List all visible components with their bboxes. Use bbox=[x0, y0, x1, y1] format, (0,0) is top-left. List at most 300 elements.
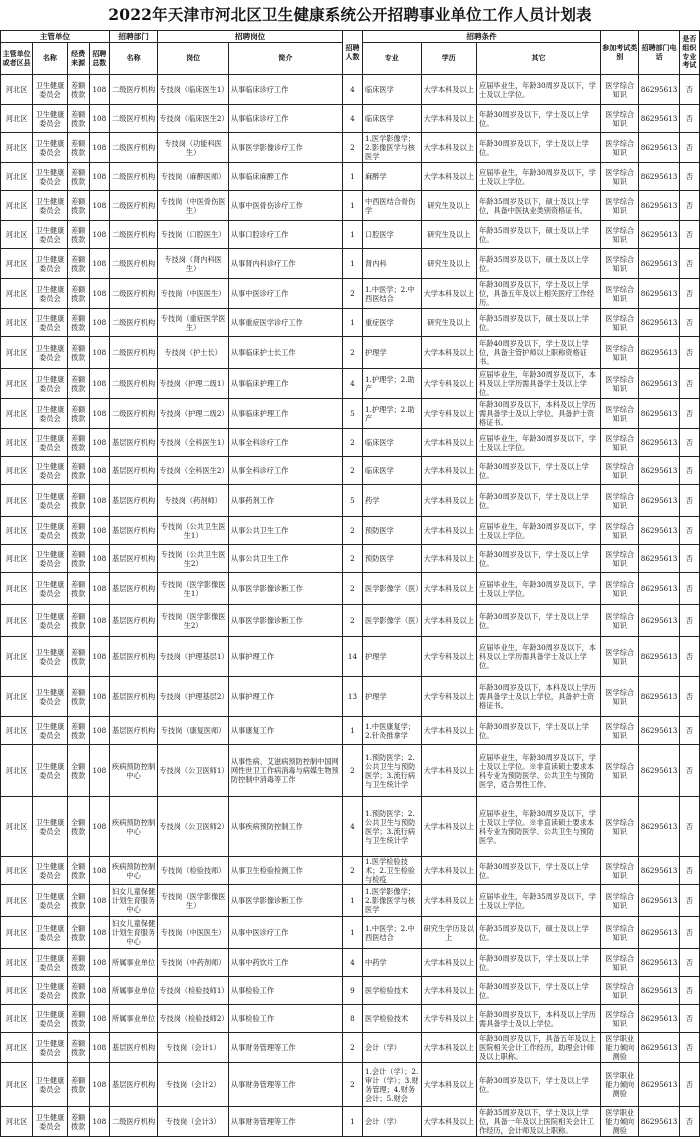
cell-other: 年龄30周岁及以下，学士及以上学位。 bbox=[477, 605, 601, 637]
cell-funding: 差额拨款 bbox=[67, 133, 89, 163]
cell-special: 否 bbox=[679, 605, 699, 637]
cell-total: 108 bbox=[89, 309, 109, 337]
cell-intro: 从事口腔诊疗工作 bbox=[228, 221, 342, 249]
cell-post: 专技岗（护理二级1） bbox=[158, 369, 229, 399]
cell-post: 专技岗（检验技师） bbox=[158, 857, 229, 885]
cell-other: 应届毕业生，年龄30周岁及以下，学士及以上学位。 bbox=[477, 163, 601, 191]
cell-major: 1.预防医学；2.公共卫生与预防医学；3.流行病与卫生统计学 bbox=[363, 745, 422, 797]
cell-count: 8 bbox=[342, 1005, 362, 1033]
cell-count: 4 bbox=[342, 105, 362, 133]
cell-other: 年龄35周岁及以下，学士及以上学位，具备一年及以上医院相关会计工作经历，会计师及以上职称。 bbox=[477, 1107, 601, 1137]
cell-funding: 差额拨款 bbox=[67, 1063, 89, 1107]
cell-intro: 从事康复工作 bbox=[228, 717, 342, 745]
cell-intro: 从事临床护士长工作 bbox=[228, 337, 342, 369]
cell-phone: 86295613 bbox=[639, 885, 679, 917]
table-row bbox=[1, 949, 700, 977]
cell-dept: 二级医疗机构 bbox=[109, 249, 157, 279]
header-dept-name: 名称 bbox=[109, 43, 157, 75]
cell-district: 河北区 bbox=[1, 1033, 33, 1063]
cell-district: 河北区 bbox=[1, 573, 33, 605]
table-row bbox=[1, 221, 700, 249]
cell-phone: 86295613 bbox=[639, 605, 679, 637]
cell-intro: 从事中医骨伤诊疗工作 bbox=[228, 191, 342, 221]
cell-post: 专技岗（口腔医生） bbox=[158, 221, 229, 249]
cell-edu: 大学本科及以上 bbox=[421, 457, 476, 485]
cell-count: 2 bbox=[342, 745, 362, 797]
header-special: 是否组织专业考试 bbox=[679, 31, 699, 75]
cell-exam: 医学综合知识 bbox=[601, 885, 639, 917]
cell-other: 年龄30周岁及以下，学士及以上学位。 bbox=[477, 133, 601, 163]
cell-dept: 二级医疗机构 bbox=[109, 279, 157, 309]
cell-exam: 医学综合知识 bbox=[601, 457, 639, 485]
cell-district: 河北区 bbox=[1, 399, 33, 429]
cell-exam: 医学综合知识 bbox=[601, 337, 639, 369]
cell-exam: 医学综合知识 bbox=[601, 517, 639, 545]
cell-count: 2 bbox=[342, 573, 362, 605]
cell-funding: 差额拨款 bbox=[67, 249, 89, 279]
cell-funding: 全额拨款 bbox=[67, 797, 89, 857]
cell-dept: 疾病预防控制中心 bbox=[109, 797, 157, 857]
cell-dept: 基层医疗机构 bbox=[109, 637, 157, 677]
cell-count: 14 bbox=[342, 637, 362, 677]
cell-exam: 医学综合知识 bbox=[601, 429, 639, 457]
cell-phone: 86295613 bbox=[639, 399, 679, 429]
cell-special: 否 bbox=[679, 75, 699, 105]
table-row bbox=[1, 1107, 700, 1137]
cell-post: 专技岗（中药剂师） bbox=[158, 949, 229, 977]
cell-unit: 卫生健康委员会 bbox=[33, 249, 67, 279]
cell-phone: 86295613 bbox=[639, 337, 679, 369]
cell-other: 应届毕业生，年龄30周岁及以下，学士及以上学位。 bbox=[477, 517, 601, 545]
cell-exam: 医学综合知识 bbox=[601, 797, 639, 857]
cell-dept: 疾病预防控制中心 bbox=[109, 745, 157, 797]
cell-edu: 大学专科及以上 bbox=[421, 1005, 476, 1033]
cell-other: 年龄30周岁及以下，学士及以上学位。 bbox=[477, 977, 601, 1005]
cell-major: 预防医学 bbox=[363, 545, 422, 573]
cell-special: 否 bbox=[679, 517, 699, 545]
cell-district: 河北区 bbox=[1, 221, 33, 249]
cell-special: 否 bbox=[679, 429, 699, 457]
cell-special: 否 bbox=[679, 279, 699, 309]
cell-dept: 二级医疗机构 bbox=[109, 369, 157, 399]
cell-phone: 86295613 bbox=[639, 1107, 679, 1137]
cell-unit: 卫生健康委员会 bbox=[33, 309, 67, 337]
cell-major: 肾内科 bbox=[363, 249, 422, 279]
cell-other: 应届毕业生，年龄30周岁及以下，学士及以上学位。 bbox=[477, 75, 601, 105]
cell-phone: 86295613 bbox=[639, 1005, 679, 1033]
cell-funding: 差额拨款 bbox=[67, 429, 89, 457]
cell-major: 1.中医学；2.中西医结合 bbox=[363, 279, 422, 309]
cell-unit: 卫生健康委员会 bbox=[33, 605, 67, 637]
cell-funding: 全额拨款 bbox=[67, 745, 89, 797]
header-count: 招聘人数 bbox=[342, 31, 362, 75]
cell-district: 河北区 bbox=[1, 1005, 33, 1033]
cell-other: 年龄30周岁及以下，学士及以上学位。 bbox=[477, 1063, 601, 1107]
cell-edu: 研究生及以上 bbox=[421, 221, 476, 249]
table-row bbox=[1, 717, 700, 745]
cell-dept: 基层医疗机构 bbox=[109, 1033, 157, 1063]
cell-unit: 卫生健康委员会 bbox=[33, 545, 67, 573]
cell-total: 108 bbox=[89, 279, 109, 309]
cell-special: 否 bbox=[679, 337, 699, 369]
cell-intro: 从事医学影像诊断工作 bbox=[228, 885, 342, 917]
cell-post: 专技岗（临床医生1） bbox=[158, 75, 229, 105]
cell-phone: 86295613 bbox=[639, 221, 679, 249]
cell-post: 专技岗（中医医生） bbox=[158, 279, 229, 309]
cell-funding: 差额拨款 bbox=[67, 457, 89, 485]
cell-funding: 全额拨款 bbox=[67, 885, 89, 917]
cell-major: 医学检验技术 bbox=[363, 977, 422, 1005]
table-row bbox=[1, 163, 700, 191]
cell-total: 108 bbox=[89, 399, 109, 429]
cell-post: 专技岗（麻醉医师） bbox=[158, 163, 229, 191]
cell-count: 4 bbox=[342, 75, 362, 105]
cell-phone: 86295613 bbox=[639, 517, 679, 545]
cell-edu: 大学本科及以上 bbox=[421, 797, 476, 857]
cell-exam: 医学综合知识 bbox=[601, 977, 639, 1005]
cell-major: 口腔医学 bbox=[363, 221, 422, 249]
cell-unit: 卫生健康委员会 bbox=[33, 1005, 67, 1033]
cell-phone: 86295613 bbox=[639, 677, 679, 717]
cell-major: 护理学 bbox=[363, 637, 422, 677]
cell-funding: 差额拨款 bbox=[67, 221, 89, 249]
cell-phone: 86295613 bbox=[639, 485, 679, 517]
cell-edu: 大学专科及以上 bbox=[421, 369, 476, 399]
cell-district: 河北区 bbox=[1, 279, 33, 309]
cell-dept: 所属事业单位 bbox=[109, 949, 157, 977]
cell-unit: 卫生健康委员会 bbox=[33, 191, 67, 221]
header-intro: 简介 bbox=[228, 43, 342, 75]
cell-other: 应届毕业生，年龄35周岁及以下，学士及以上学位。 bbox=[477, 885, 601, 917]
cell-count: 2 bbox=[342, 605, 362, 637]
cell-phone: 86295613 bbox=[639, 1033, 679, 1063]
cell-special: 否 bbox=[679, 857, 699, 885]
cell-count: 1 bbox=[342, 917, 362, 949]
table-row bbox=[1, 545, 700, 573]
cell-post: 专技岗（检验技师1） bbox=[158, 977, 229, 1005]
cell-unit: 卫生健康委员会 bbox=[33, 337, 67, 369]
cell-unit: 卫生健康委员会 bbox=[33, 857, 67, 885]
cell-major: 1.中医学；2.中西医结合 bbox=[363, 917, 422, 949]
cell-other: 年龄35周岁及以下，硕士及以上学位。 bbox=[477, 249, 601, 279]
cell-exam: 医学综合知识 bbox=[601, 637, 639, 677]
cell-post: 专技岗（肾内科医生） bbox=[158, 249, 229, 279]
cell-major: 1.预防医学；2.公共卫生与预防医学；3.流行病与卫生统计学 bbox=[363, 797, 422, 857]
cell-unit: 卫生健康委员会 bbox=[33, 637, 67, 677]
cell-dept: 基层医疗机构 bbox=[109, 1063, 157, 1107]
cell-unit: 卫生健康委员会 bbox=[33, 885, 67, 917]
cell-phone: 86295613 bbox=[639, 857, 679, 885]
cell-funding: 差额拨款 bbox=[67, 191, 89, 221]
cell-total: 108 bbox=[89, 163, 109, 191]
cell-dept: 妇女儿童保健计划生育服务中心 bbox=[109, 917, 157, 949]
cell-post: 专技岗（会计3） bbox=[158, 1107, 229, 1137]
cell-funding: 差额拨款 bbox=[67, 717, 89, 745]
cell-count: 9 bbox=[342, 977, 362, 1005]
table-row bbox=[1, 1005, 700, 1033]
cell-total: 108 bbox=[89, 1063, 109, 1107]
cell-edu: 大学专科及以上 bbox=[421, 677, 476, 717]
table-row bbox=[1, 191, 700, 221]
cell-exam: 医学综合知识 bbox=[601, 309, 639, 337]
cell-exam: 医学综合知识 bbox=[601, 279, 639, 309]
cell-edu: 大学本科及以上 bbox=[421, 105, 476, 133]
cell-post: 专技岗（公卫医师1） bbox=[158, 745, 229, 797]
cell-edu: 大学本科及以上 bbox=[421, 429, 476, 457]
cell-funding: 差额拨款 bbox=[67, 1107, 89, 1137]
cell-edu: 大学本科及以上 bbox=[421, 1063, 476, 1107]
cell-edu: 大学本科及以上 bbox=[421, 1033, 476, 1063]
cell-phone: 86295613 bbox=[639, 949, 679, 977]
cell-other: 年龄30周岁及以下，学士及以上学位。 bbox=[477, 857, 601, 885]
cell-total: 108 bbox=[89, 249, 109, 279]
cell-exam: 医学综合知识 bbox=[601, 545, 639, 573]
cell-special: 否 bbox=[679, 163, 699, 191]
cell-count: 5 bbox=[342, 485, 362, 517]
cell-major: 预防医学 bbox=[363, 517, 422, 545]
table-row bbox=[1, 573, 700, 605]
cell-intro: 从事临床麻醉工作 bbox=[228, 163, 342, 191]
cell-district: 河北区 bbox=[1, 977, 33, 1005]
cell-special: 否 bbox=[679, 917, 699, 949]
cell-post: 专技岗（护理基层2） bbox=[158, 677, 229, 717]
cell-phone: 86295613 bbox=[639, 977, 679, 1005]
table-row bbox=[1, 677, 700, 717]
cell-dept: 疾病预防控制中心 bbox=[109, 857, 157, 885]
cell-count: 2 bbox=[342, 133, 362, 163]
header-funding: 经费来源 bbox=[67, 43, 89, 75]
cell-phone: 86295613 bbox=[639, 75, 679, 105]
cell-funding: 差额拨款 bbox=[67, 977, 89, 1005]
cell-phone: 86295613 bbox=[639, 133, 679, 163]
cell-other: 年龄30周岁及以下，本科及以上学历需具备学士及以上学位，具备护士资格证书。 bbox=[477, 399, 601, 429]
cell-major: 1.中医康复学；2.针灸推拿学 bbox=[363, 717, 422, 745]
cell-exam: 医学综合知识 bbox=[601, 949, 639, 977]
cell-phone: 86295613 bbox=[639, 745, 679, 797]
cell-funding: 差额拨款 bbox=[67, 399, 89, 429]
cell-total: 108 bbox=[89, 221, 109, 249]
cell-phone: 86295613 bbox=[639, 573, 679, 605]
table-row bbox=[1, 75, 700, 105]
header-unit-group: 主管单位 bbox=[1, 31, 110, 43]
cell-major: 会计（学） bbox=[363, 1107, 422, 1137]
cell-count: 2 bbox=[342, 457, 362, 485]
cell-funding: 差额拨款 bbox=[67, 605, 89, 637]
table-row bbox=[1, 745, 700, 797]
cell-major: 1.护理学；2.助产 bbox=[363, 399, 422, 429]
table-row bbox=[1, 1033, 700, 1063]
table-row bbox=[1, 457, 700, 485]
cell-unit: 卫生健康委员会 bbox=[33, 917, 67, 949]
cell-funding: 差额拨款 bbox=[67, 369, 89, 399]
cell-edu: 大学本科及以上 bbox=[421, 857, 476, 885]
cell-major: 1.医学影像学；2.影像医学与核医学 bbox=[363, 133, 422, 163]
cell-post: 专技岗（会计1） bbox=[158, 1033, 229, 1063]
cell-other: 年龄30周岁及以下，具备五年及以上医院相关会计工作经历，助理会计师及以上职称。 bbox=[477, 1033, 601, 1063]
cell-major: 中药学 bbox=[363, 949, 422, 977]
cell-funding: 差额拨款 bbox=[67, 573, 89, 605]
cell-special: 否 bbox=[679, 977, 699, 1005]
cell-unit: 卫生健康委员会 bbox=[33, 677, 67, 717]
cell-funding: 差额拨款 bbox=[67, 75, 89, 105]
cell-post: 专技岗（检验技师2） bbox=[158, 1005, 229, 1033]
cell-funding: 差额拨款 bbox=[67, 1005, 89, 1033]
table-row bbox=[1, 485, 700, 517]
cell-post: 专技岗（护理基层1） bbox=[158, 637, 229, 677]
cell-district: 河北区 bbox=[1, 485, 33, 517]
cell-post: 专技岗（临床医生2） bbox=[158, 105, 229, 133]
table-row bbox=[1, 917, 700, 949]
cell-dept: 基层医疗机构 bbox=[109, 573, 157, 605]
cell-major: 1.会计（学）；2.审计（学）；3.财务管理；4.财务会计；5.财会 bbox=[363, 1063, 422, 1107]
cell-other: 年龄30周岁及以下，学士及以上学位，具备五年及以上相关医疗工作经历。 bbox=[477, 279, 601, 309]
table-row bbox=[1, 279, 700, 309]
cell-other: 年龄30周岁及以下，学士及以上学位。 bbox=[477, 717, 601, 745]
cell-exam: 医学综合知识 bbox=[601, 1005, 639, 1033]
cell-intro: 从事肾内科诊疗工作 bbox=[228, 249, 342, 279]
cell-district: 河北区 bbox=[1, 917, 33, 949]
cell-post: 专技岗（中医医生） bbox=[158, 917, 229, 949]
cell-dept: 基层医疗机构 bbox=[109, 545, 157, 573]
cell-total: 108 bbox=[89, 717, 109, 745]
cell-edu: 大学本科及以上 bbox=[421, 977, 476, 1005]
cell-intro: 从事中医诊疗工作 bbox=[228, 917, 342, 949]
cell-count: 1 bbox=[342, 163, 362, 191]
cell-district: 河北区 bbox=[1, 745, 33, 797]
cell-exam: 医学综合知识 bbox=[601, 605, 639, 637]
cell-intro: 从事中药饮片工作 bbox=[228, 949, 342, 977]
cell-count: 2 bbox=[342, 429, 362, 457]
cell-funding: 差额拨款 bbox=[67, 309, 89, 337]
cell-count: 13 bbox=[342, 677, 362, 717]
cell-special: 否 bbox=[679, 745, 699, 797]
cell-major: 重症医学 bbox=[363, 309, 422, 337]
cell-district: 河北区 bbox=[1, 677, 33, 717]
cell-major: 麻醉学 bbox=[363, 163, 422, 191]
cell-special: 否 bbox=[679, 369, 699, 399]
cell-total: 108 bbox=[89, 977, 109, 1005]
cell-unit: 卫生健康委员会 bbox=[33, 573, 67, 605]
cell-district: 河北区 bbox=[1, 545, 33, 573]
cell-count: 1 bbox=[342, 249, 362, 279]
cell-exam: 医学综合知识 bbox=[601, 221, 639, 249]
cell-total: 108 bbox=[89, 429, 109, 457]
cell-edu: 研究生及以上 bbox=[421, 309, 476, 337]
header-post-group: 招聘岗位 bbox=[158, 31, 343, 43]
cell-district: 河北区 bbox=[1, 637, 33, 677]
cell-district: 河北区 bbox=[1, 249, 33, 279]
cell-post: 专技岗（护士长） bbox=[158, 337, 229, 369]
cell-intro: 从事疾病预防控制工作 bbox=[228, 797, 342, 857]
cell-dept: 基层医疗机构 bbox=[109, 457, 157, 485]
cell-funding: 全额拨款 bbox=[67, 917, 89, 949]
cell-special: 否 bbox=[679, 309, 699, 337]
cell-other: 年龄30周岁及以下，本科及以上学历需具备学士及以上学位。 bbox=[477, 1005, 601, 1033]
cell-total: 108 bbox=[89, 677, 109, 717]
header-name: 名称 bbox=[33, 43, 67, 75]
cell-funding: 差额拨款 bbox=[67, 279, 89, 309]
cell-exam: 医学综合知识 bbox=[601, 485, 639, 517]
cell-count: 2 bbox=[342, 279, 362, 309]
cell-intro: 从事公共卫生工作 bbox=[228, 517, 342, 545]
cell-intro: 从事中医诊疗工作 bbox=[228, 279, 342, 309]
cell-total: 108 bbox=[89, 517, 109, 545]
cell-dept: 二级医疗机构 bbox=[109, 399, 157, 429]
cell-total: 108 bbox=[89, 545, 109, 573]
cell-funding: 差额拨款 bbox=[67, 105, 89, 133]
cell-funding: 差额拨款 bbox=[67, 637, 89, 677]
cell-other: 年龄30周岁及以下，本科及以上学历需具备学士及以上学位，具备护士资格证书。 bbox=[477, 677, 601, 717]
table-row bbox=[1, 429, 700, 457]
cell-unit: 卫生健康委员会 bbox=[33, 1033, 67, 1063]
cell-exam: 医学综合知识 bbox=[601, 399, 639, 429]
cell-funding: 差额拨款 bbox=[67, 485, 89, 517]
cell-count: 1 bbox=[342, 191, 362, 221]
cell-edu: 研究生及以上 bbox=[421, 191, 476, 221]
table-row bbox=[1, 1063, 700, 1107]
cell-exam: 医学职业能力倾向测验 bbox=[601, 1107, 639, 1137]
cell-district: 河北区 bbox=[1, 133, 33, 163]
cell-district: 河北区 bbox=[1, 457, 33, 485]
cell-edu: 大学本科及以上 bbox=[421, 885, 476, 917]
cell-count: 2 bbox=[342, 1063, 362, 1107]
cell-post: 专技岗（公卫医师2） bbox=[158, 797, 229, 857]
cell-dept: 基层医疗机构 bbox=[109, 717, 157, 745]
cell-unit: 卫生健康委员会 bbox=[33, 221, 67, 249]
cell-exam: 医学综合知识 bbox=[601, 163, 639, 191]
cell-unit: 卫生健康委员会 bbox=[33, 369, 67, 399]
cell-unit: 卫生健康委员会 bbox=[33, 75, 67, 105]
cell-intro: 从事全科诊疗工作 bbox=[228, 429, 342, 457]
cell-unit: 卫生健康委员会 bbox=[33, 399, 67, 429]
cell-count: 4 bbox=[342, 797, 362, 857]
table-row bbox=[1, 885, 700, 917]
cell-dept: 基层医疗机构 bbox=[109, 485, 157, 517]
cell-edu: 大学本科及以上 bbox=[421, 133, 476, 163]
cell-unit: 卫生健康委员会 bbox=[33, 105, 67, 133]
cell-other: 应届毕业生，年龄30周岁及以下，学士及以上学位。※非直读硕士要求本科专业为预防医学、公共卫生与预防医学，适合男性工作。 bbox=[477, 745, 601, 797]
cell-exam: 医学综合知识 bbox=[601, 857, 639, 885]
table-row bbox=[1, 249, 700, 279]
cell-other: 年龄40周岁及以下，学士及以上学位，具备主管护师以上职称资格证书。 bbox=[477, 337, 601, 369]
cell-district: 河北区 bbox=[1, 369, 33, 399]
cell-major: 临床医学 bbox=[363, 429, 422, 457]
cell-total: 108 bbox=[89, 573, 109, 605]
header-district: 主管单位或者区县 bbox=[1, 43, 33, 75]
cell-other: 年龄35周岁及以下，硕士及以上学位。 bbox=[477, 221, 601, 249]
cell-total: 108 bbox=[89, 337, 109, 369]
cell-dept: 所属事业单位 bbox=[109, 977, 157, 1005]
table-row bbox=[1, 517, 700, 545]
cell-count: 2 bbox=[342, 337, 362, 369]
table-row bbox=[1, 977, 700, 1005]
cell-major: 临床医学 bbox=[363, 105, 422, 133]
cell-phone: 86295613 bbox=[639, 309, 679, 337]
cell-exam: 医学综合知识 bbox=[601, 249, 639, 279]
cell-phone: 86295613 bbox=[639, 457, 679, 485]
cell-special: 否 bbox=[679, 1033, 699, 1063]
cell-special: 否 bbox=[679, 133, 699, 163]
cell-intro: 从事药剂工作 bbox=[228, 485, 342, 517]
cell-special: 否 bbox=[679, 949, 699, 977]
cell-count: 1 bbox=[342, 885, 362, 917]
cell-intro: 从事性病、艾滋病预防控制中国网网性世卫工作病消毒与病媒生物预防控制中消毒等工作 bbox=[228, 745, 342, 797]
cell-dept: 二级医疗机构 bbox=[109, 1107, 157, 1137]
cell-district: 河北区 bbox=[1, 797, 33, 857]
cell-unit: 卫生健康委员会 bbox=[33, 1063, 67, 1107]
cell-district: 河北区 bbox=[1, 1107, 33, 1137]
cell-major: 护理学 bbox=[363, 677, 422, 717]
